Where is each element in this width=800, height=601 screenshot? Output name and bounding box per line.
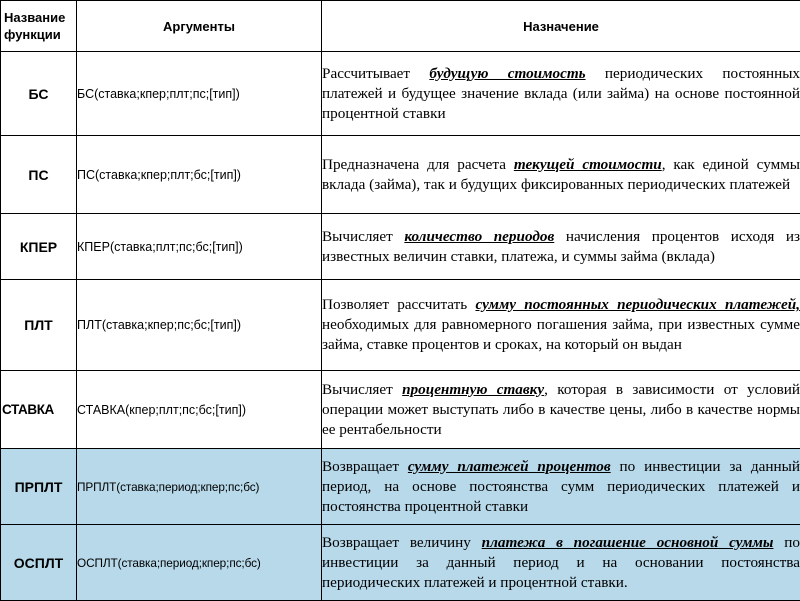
function-args: ПРПЛТ(ставка;период;кпер;пс;бс) (77, 449, 322, 525)
function-description: Вычисляет процентную ставку, которая в зависимости от условий операции может выступать либо в качестве цены, либо в качестве нормы ее рентабельности (322, 371, 800, 449)
function-name: СТАВКА (1, 371, 77, 449)
description-emphasis: сумму постоянных периодических платежей, (475, 296, 800, 313)
function-name: ОСПЛТ (1, 525, 77, 601)
table-row (1, 371, 800, 449)
function-name: КПЕР (1, 214, 77, 280)
function-name: ПЛТ (1, 280, 77, 371)
function-description: Рассчитывает будущую стоимость периодических постоянных платежей и будущее значение вклада (или займа) на основе постоянной процентной ставки (322, 52, 800, 136)
description-emphasis: платежа в погашение основной суммы (482, 534, 774, 551)
function-name: ПРПЛТ (1, 449, 77, 525)
function-description: Предназначена для расчета текущей стоимости, как единой суммы вклада (займа), так и будущих фиксированных периодических платежей (322, 136, 800, 214)
function-description: Возвращает сумму платежей процентов по инвестиции за данный период, на основе постоянства сумм периодических платежей и постоянства процентной ставки (322, 449, 800, 525)
function-name: БС (1, 52, 77, 136)
table-header-row (1, 1, 800, 52)
function-description: Позволяет рассчитать сумму постоянных периодических платежей, необходимых для равномерного погашения займа, при известных сумме займа, ставке процентов и сроках, на который он выдан (322, 280, 800, 371)
table-row (1, 525, 800, 601)
function-args: ПС(ставка;кпер;плт;бс;[тип]) (77, 136, 322, 214)
header-purpose: Назначение (322, 1, 800, 52)
function-args: ПЛТ(ставка;кпер;пс;бс;[тип]) (77, 280, 322, 371)
header-name: Название функции (1, 1, 77, 52)
function-args: ОСПЛТ(ставка;период;кпер;пс;бс) (77, 525, 322, 601)
function-description: Вычисляет количество периодов начисления процентов исходя из известных величин ставки, платежа, и суммы займа (вклада) (322, 214, 800, 280)
table-row (1, 136, 800, 214)
table-row (1, 52, 800, 136)
function-name: ПС (1, 136, 77, 214)
table-row (1, 280, 800, 371)
function-args: КПЕР(ставка;плт;пс;бс;[тип]) (77, 214, 322, 280)
function-args: СТАВКА(кпер;плт;пс;бс;[тип]) (77, 371, 322, 449)
description-emphasis: текущей стоимости (514, 156, 662, 173)
description-emphasis: сумму платежей процентов (408, 458, 611, 475)
table-row (1, 214, 800, 280)
function-description: Возвращает величину платежа в погашение основной суммы по инвестиции за данный период и на основании постоянства периодических платежей и процентной ставки. (322, 525, 800, 601)
table-row (1, 449, 800, 525)
function-args: БС(ставка;кпер;плт;пс;[тип]) (77, 52, 322, 136)
description-emphasis: будущую стоимость (429, 65, 585, 82)
header-args: Аргументы (77, 1, 322, 52)
description-emphasis: процентную ставку (402, 381, 544, 398)
description-emphasis: количество периодов (404, 228, 554, 245)
